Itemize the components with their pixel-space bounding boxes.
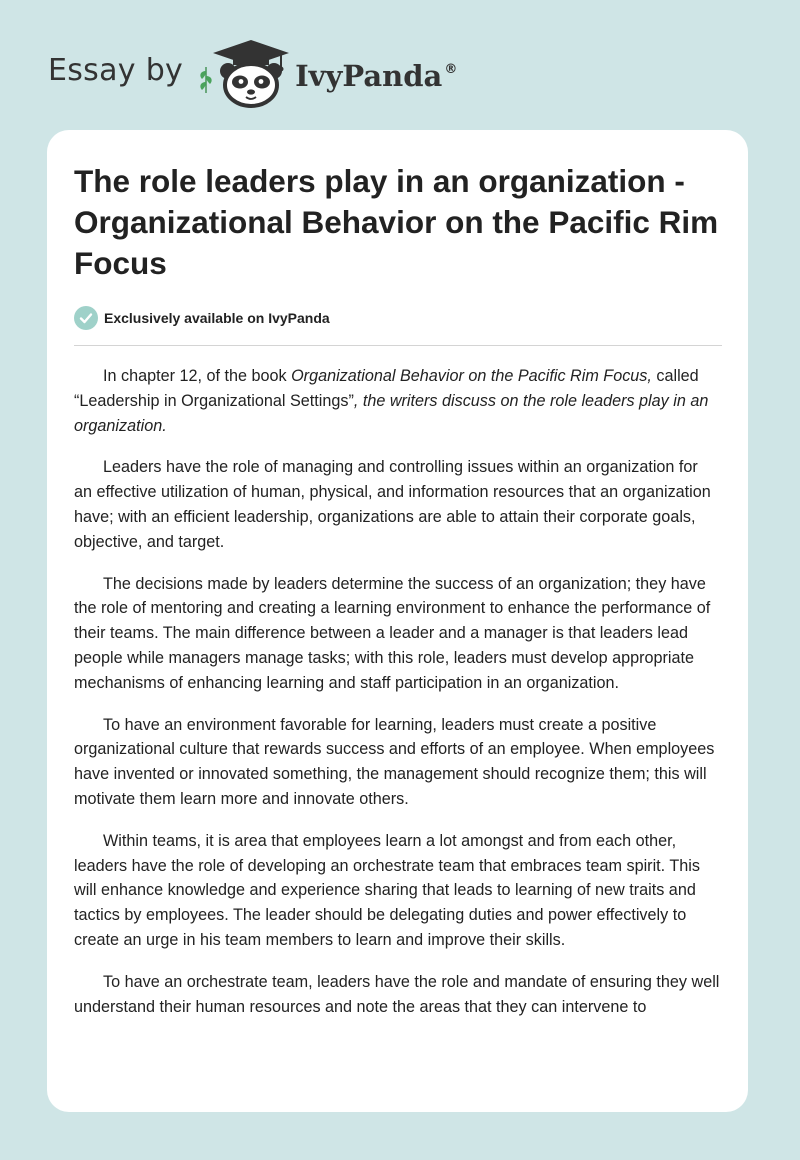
panda-logo-icon <box>211 38 291 108</box>
divider <box>74 345 722 346</box>
brand-header[interactable] <box>48 38 457 108</box>
essay-card <box>47 130 748 1112</box>
brand-name: IvyPanda <box>295 59 443 93</box>
body-paragraph: To have an orchestrate team, leaders have the role and mandate of ensuring they well understand their human resources and note the areas that they can intervene to <box>74 972 720 1016</box>
availability-label: Exclusively available on IvyPanda <box>104 310 330 326</box>
check-circle-icon <box>74 306 98 330</box>
body-paragraph: Within teams, it is area that employees learn a lot amongst and from each other, leaders have the role of developing an orchestrate team that embraces team spirit. This will enhance knowledge and experience sharing that leads to learning of new traits and tactics by employees. The leader should be delegating duties and power effectively to create an urge in his team members to learn and improve their skills. <box>74 831 700 949</box>
page-title: The role leaders play in an organization - Organizational Behavior on the Pacific Rim Focus <box>74 163 719 281</box>
intro-text-1: In chapter 12, of the book <box>103 367 292 385</box>
essay-body <box>74 364 720 1036</box>
ivypanda-wordmark <box>295 59 457 93</box>
intro-text-3: , the writers discuss on the role leaders play in an organization. <box>74 391 709 435</box>
intro-text-2: called “Leadership in Organizational Settings” <box>74 367 699 410</box>
body-paragraph: To have an environment favorable for learning, leaders must create a positive organizational culture that rewards success and efforts of an employee. When employees have invented or innovated something, the management should recognize them; this will motivate them learn more and innovate others. <box>74 715 715 808</box>
availability-badge <box>74 306 330 330</box>
registered-mark: ® <box>444 62 458 77</box>
book-title: Organizational Behavior on the Pacific Rim Focus, <box>291 367 652 385</box>
body-paragraph: Leaders have the role of managing and controlling issues within an organization for an effective utilization of human, physical, and information resources that an organization have; with an efficient leadership, organizations are able to attain their corporate goals, objective, and target. <box>74 458 711 551</box>
body-paragraph: The decisions made by leaders determine the success of an organization; they have the role of mentoring and creating a learning environment to enhance the performance of their teams. The main difference between a leader and a manager is that leaders lead people while managers manage tasks; with this role, leaders must develop appropriate mechanisms of enhancing learning and staff participation in an organization. <box>74 574 711 692</box>
intro-paragraph <box>74 364 720 438</box>
essay-by-label: Essay by <box>48 52 184 88</box>
